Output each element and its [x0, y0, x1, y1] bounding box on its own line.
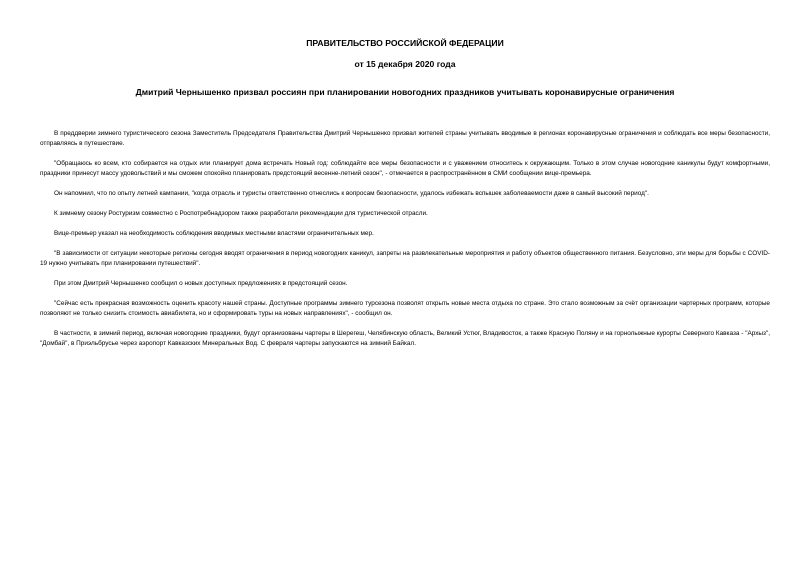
paragraph: При этом Дмитрий Чернышенко сообщил о новых доступных предложениях в предстоящий сезон. [54, 280, 348, 287]
document-headline: Дмитрий Чернышенко призвал россиян при планировании новогодних праздников учитывать коронавирусные ограничения [135, 87, 675, 97]
paragraph: "Обращаюсь ко всем, кто собирается на отдых или планирует дома встречать Новый год: соблюдайте все меры безопасности и с уважением относитесь к окружающим. Только в этом случае новогодние каникулы будут комфортными, праздники принесут массу удовольствий и мы сможем спокойно планировать предстоящий весенне-летний сезон", - отмечается в распространённом в СМИ сообщении вице-премьера. [40, 160, 770, 177]
organization-heading: ПРАВИТЕЛЬСТВО РОССИЙСКОЙ ФЕДЕРАЦИИ [306, 38, 504, 48]
document-date: от 15 декабря 2020 года [354, 59, 456, 69]
paragraph: "Сейчас есть прекрасная возможность оценить красоту нашей страны. Доступные программы зимнего турсезона позволят открыть новые места отдыха по стране. Это стало возможным за счёт организации чартерных программ, которые позволяют не только снизить стоимость авиабилета, но и сформировать туры на новых направлениях", - сообщил он. [40, 300, 770, 317]
document-body [40, 129, 770, 349]
paragraph: К зимнему сезону Ростуризм совместно с Роспотребнадзором также разработали рекомендации для туристической отрасли. [54, 210, 428, 217]
paragraph: "В зависимости от ситуации некоторые регионы сегодня вводят ограничения в период новогодних каникул, запреты на развлекательные мероприятия и работу объектов общественного питания. Безусловно, эти меры для борьбы с COVID-19 нужно учитывать при планировании путешествий". [40, 250, 770, 267]
paragraph: Вице-премьер указал на необходимость соблюдения вводимых местными властями ограничительных мер. [54, 230, 374, 237]
paragraph: В частности, в зимний период, включая новогодние праздники, будут организованы чартеры в Шерегеш, Челябинскую область, Великий Устюг, Владивосток, а также Красную Поляну и на горнолыжные курорты Северного Кавказа - "Архыз", "Домбай", в Приэльбрусье через аэропорт Кавказских Минеральных Вод. С февраля чартеры запускаются на зимний Байкал. [40, 330, 770, 347]
paragraph: Он напомнил, что по опыту летней кампании, "когда отрасль и туристы ответственно отнеслись к вопросам безопасности, удалось избежать вспышек заболеваемости даже в самый высокий период". [54, 190, 649, 197]
paragraph: В преддверии зимнего туристического сезона Заместитель Председателя Правительства Дмитрий Чернышенко призвал жителей страны учитывать вводимые в регионах коронавирусные ограничения и соблюдать все меры безопасности, отправляясь в путешествие. [40, 130, 770, 147]
